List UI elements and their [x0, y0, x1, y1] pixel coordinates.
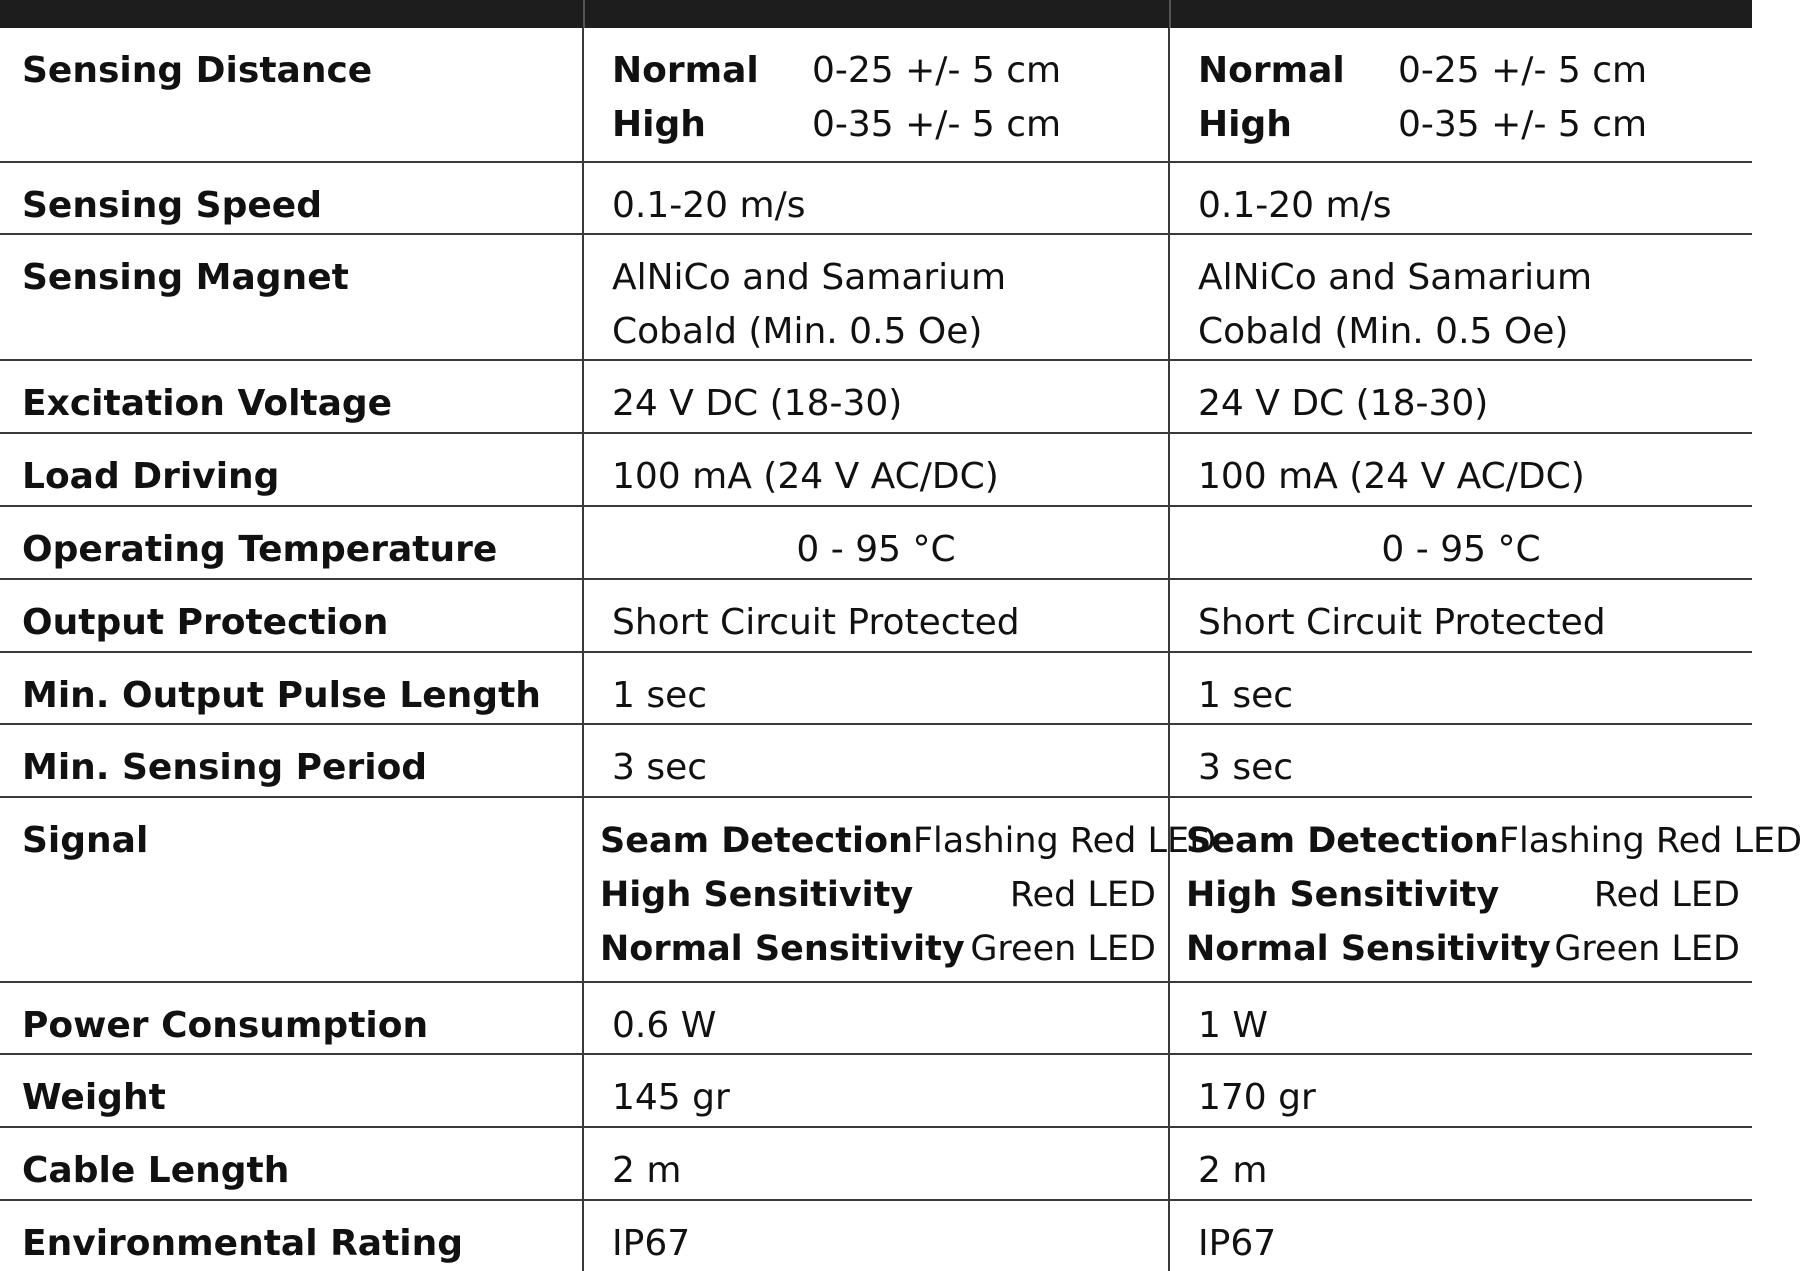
signal-line — [600, 922, 1168, 976]
value-line: AlNiCo and Samarium — [1198, 257, 1593, 298]
value-pair — [612, 98, 1168, 152]
table-row — [0, 579, 1752, 652]
row-label: Output Protection — [0, 579, 583, 652]
row-label: Load Driving — [0, 433, 583, 506]
pair-key: High — [612, 104, 706, 145]
value-cell — [583, 28, 1169, 162]
pair-key: Normal — [612, 50, 759, 91]
signal-value: Green LED — [1554, 929, 1740, 969]
value-cell — [1169, 28, 1752, 162]
spec-table — [0, 28, 1802, 1271]
value-cell: IP67 — [583, 1200, 1169, 1271]
value-cell: 0.1-20 m/s — [1169, 162, 1752, 234]
value-cell: 100 mA (24 V AC/DC) — [1169, 433, 1752, 506]
value-cell — [583, 797, 1217, 982]
value-cell — [583, 234, 1169, 360]
row-label: Cable Length — [0, 1127, 583, 1200]
value-cell: IP67 — [1169, 1200, 1752, 1271]
row-label: Operating Temperature — [0, 506, 583, 579]
value-cell: 0.6 W — [583, 982, 1169, 1054]
table-row — [0, 162, 1752, 234]
value-cell: 0.1-20 m/s — [583, 162, 1169, 234]
row-label: Excitation Voltage — [0, 360, 583, 433]
signal-line — [600, 814, 1217, 868]
table-row — [0, 797, 1752, 982]
value-cell: 3 sec — [583, 724, 1169, 797]
signal-line — [1186, 814, 1802, 868]
header-divider — [1169, 0, 1171, 28]
value-cell: 1 sec — [583, 652, 1169, 724]
pair-key: Normal — [1198, 50, 1345, 91]
row-label: Sensing Speed — [0, 162, 583, 234]
value-line: Cobald (Min. 0.5 Oe) — [1198, 311, 1569, 352]
table-row — [0, 433, 1752, 506]
value-line: Cobald (Min. 0.5 Oe) — [612, 311, 983, 352]
table-row — [0, 724, 1752, 797]
signal-line — [1186, 868, 1752, 922]
table-header-bar — [0, 0, 1752, 28]
pair-value: 0-35 +/- 5 cm — [1398, 104, 1648, 145]
table-row — [0, 652, 1752, 724]
table-row — [0, 982, 1752, 1054]
table-row — [0, 1200, 1752, 1271]
signal-value: Green LED — [970, 929, 1156, 969]
value-pair — [612, 44, 1168, 98]
table-row — [0, 28, 1752, 162]
signal-line — [600, 868, 1168, 922]
signal-key: Seam Detection — [600, 821, 913, 861]
value-cell: 1 W — [1169, 982, 1752, 1054]
row-label: Sensing Magnet — [0, 234, 583, 360]
table-row — [0, 234, 1752, 360]
row-label: Min. Sensing Period — [0, 724, 583, 797]
value-cell: Short Circuit Protected — [583, 579, 1169, 652]
row-label: Min. Output Pulse Length — [0, 652, 583, 724]
signal-value: Red LED — [1593, 875, 1740, 915]
table-row — [0, 1127, 1752, 1200]
signal-line — [1186, 922, 1752, 976]
pair-value: 0-35 +/- 5 cm — [812, 104, 1062, 145]
value-cell: 170 gr — [1169, 1054, 1752, 1127]
signal-key: High Sensitivity — [1186, 875, 1500, 915]
pair-value: 0-25 +/- 5 cm — [812, 50, 1062, 91]
value-cell: 0 - 95 °C — [1169, 506, 1752, 579]
value-cell — [1169, 234, 1752, 360]
value-cell: 2 m — [1169, 1127, 1752, 1200]
value-pair — [1198, 98, 1752, 152]
table-row — [0, 1054, 1752, 1127]
value-cell: 1 sec — [1169, 652, 1752, 724]
value-pair — [1198, 44, 1752, 98]
row-label: Sensing Distance — [22, 50, 373, 91]
signal-key: Normal Sensitivity — [1186, 929, 1551, 969]
signal-value: Flashing Red LED — [1498, 821, 1802, 861]
table-row — [0, 506, 1752, 579]
value-line: AlNiCo and Samarium — [612, 257, 1007, 298]
row-label: Power Consumption — [0, 982, 583, 1054]
value-cell: 3 sec — [1169, 724, 1752, 797]
signal-value: Flashing Red LED — [912, 821, 1217, 861]
signal-value: Red LED — [1009, 875, 1156, 915]
signal-key: Normal Sensitivity — [600, 929, 965, 969]
pair-value: 0-25 +/- 5 cm — [1398, 50, 1648, 91]
value-cell: 24 V DC (18-30) — [583, 360, 1169, 433]
header-divider — [583, 0, 585, 28]
value-cell — [1169, 797, 1802, 982]
value-cell: 2 m — [583, 1127, 1169, 1200]
value-cell: 24 V DC (18-30) — [1169, 360, 1752, 433]
row-label: Weight — [0, 1054, 583, 1127]
signal-key: High Sensitivity — [600, 875, 914, 915]
signal-key: Seam Detection — [1186, 821, 1499, 861]
table-row — [0, 360, 1752, 433]
pair-key: High — [1198, 104, 1292, 145]
row-label: Signal — [0, 797, 583, 982]
row-label: Environmental Rating — [0, 1200, 583, 1271]
value-cell: 0 - 95 °C — [583, 506, 1169, 579]
value-cell: Short Circuit Protected — [1169, 579, 1752, 652]
value-cell: 145 gr — [583, 1054, 1169, 1127]
value-cell: 100 mA (24 V AC/DC) — [583, 433, 1169, 506]
